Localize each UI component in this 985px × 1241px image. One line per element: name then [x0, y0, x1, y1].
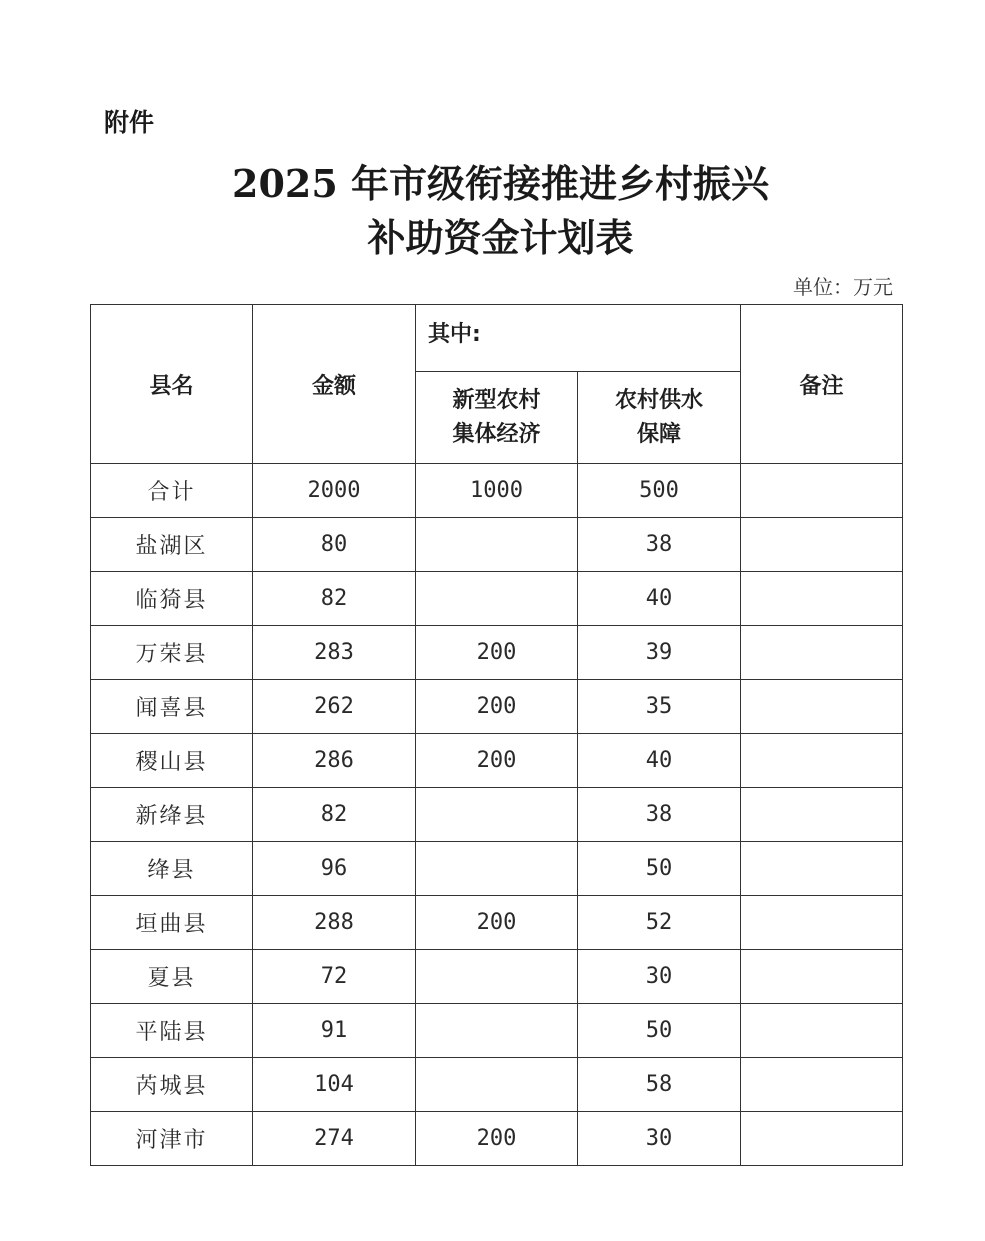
cell-county: 闻喜县: [91, 680, 253, 734]
header-amount: 金额: [253, 305, 416, 464]
cell-collective: [416, 842, 578, 896]
cell-amount: 91: [253, 1004, 416, 1058]
cell-remarks: [741, 1058, 903, 1112]
cell-amount: 82: [253, 572, 416, 626]
cell-collective: 1000: [416, 464, 578, 518]
cell-collective: 200: [416, 680, 578, 734]
cell-water: 40: [578, 572, 741, 626]
header-collective-economy: [416, 372, 578, 464]
cell-remarks: [741, 788, 903, 842]
cell-amount: 72: [253, 950, 416, 1004]
cell-amount: 286: [253, 734, 416, 788]
cell-remarks: [741, 734, 903, 788]
cell-amount: 96: [253, 842, 416, 896]
table-row: [91, 1058, 903, 1112]
header-water-supply-line-2: 保障: [636, 421, 681, 447]
cell-amount: 104: [253, 1058, 416, 1112]
cell-amount: 274: [253, 1112, 416, 1166]
cell-amount: 2000: [253, 464, 416, 518]
cell-collective: [416, 950, 578, 1004]
cell-county: 垣曲县: [91, 896, 253, 950]
cell-water: 39: [578, 626, 741, 680]
table-row: [91, 788, 903, 842]
table-row: [91, 896, 903, 950]
cell-remarks: [741, 1004, 903, 1058]
cell-collective: [416, 518, 578, 572]
cell-remarks: [741, 842, 903, 896]
cell-remarks: [741, 464, 903, 518]
cell-county: 新绛县: [91, 788, 253, 842]
cell-remarks: [741, 1112, 903, 1166]
cell-collective: [416, 1058, 578, 1112]
cell-water: 38: [578, 518, 741, 572]
table-row: [91, 1112, 903, 1166]
cell-collective: [416, 788, 578, 842]
attachment-label: 附件: [104, 108, 155, 137]
cell-county: 万荣县: [91, 626, 253, 680]
cell-remarks: [741, 896, 903, 950]
table-row: [91, 626, 903, 680]
cell-water: 50: [578, 1004, 741, 1058]
page-title-line-2: 补助资金计划表: [367, 215, 634, 260]
header-remarks: 备注: [741, 305, 903, 464]
page-title-line-1: 2025 年市级衔接推进乡村振兴: [232, 161, 769, 206]
cell-collective: 200: [416, 626, 578, 680]
header-water-supply: [578, 372, 741, 464]
unit-label: 单位：万元: [793, 275, 893, 299]
table-row: [91, 518, 903, 572]
header-collective-economy-line-1: 新型农村: [452, 387, 541, 413]
cell-remarks: [741, 626, 903, 680]
header-water-supply-line-1: 农村供水: [614, 387, 703, 413]
cell-amount: 283: [253, 626, 416, 680]
cell-water: 52: [578, 896, 741, 950]
table-row: [91, 680, 903, 734]
cell-county: 夏县: [91, 950, 253, 1004]
cell-county: 盐湖区: [91, 518, 253, 572]
cell-remarks: [741, 950, 903, 1004]
table-row: [91, 950, 903, 1004]
cell-remarks: [741, 572, 903, 626]
cell-remarks: [741, 680, 903, 734]
cell-collective: [416, 1004, 578, 1058]
cell-collective: 200: [416, 1112, 578, 1166]
cell-water: 30: [578, 1112, 741, 1166]
cell-water: 40: [578, 734, 741, 788]
table-row: [91, 734, 903, 788]
funding-plan-table: [90, 304, 903, 1166]
cell-collective: 200: [416, 896, 578, 950]
cell-county: 临猗县: [91, 572, 253, 626]
cell-county: 平陆县: [91, 1004, 253, 1058]
header-collective-economy-line-2: 集体经济: [452, 421, 541, 447]
cell-county: 合计: [91, 464, 253, 518]
cell-county: 芮城县: [91, 1058, 253, 1112]
cell-water: 500: [578, 464, 741, 518]
cell-amount: 288: [253, 896, 416, 950]
cell-amount: 262: [253, 680, 416, 734]
header-county: 县名: [91, 305, 253, 464]
table-row: [91, 464, 903, 518]
cell-water: 38: [578, 788, 741, 842]
cell-amount: 80: [253, 518, 416, 572]
cell-collective: 200: [416, 734, 578, 788]
cell-water: 58: [578, 1058, 741, 1112]
cell-county: 绛县: [91, 842, 253, 896]
header-of-which: 其中:: [416, 305, 741, 372]
cell-county: 河津市: [91, 1112, 253, 1166]
cell-water: 30: [578, 950, 741, 1004]
cell-water: 50: [578, 842, 741, 896]
cell-collective: [416, 572, 578, 626]
table-row: [91, 1004, 903, 1058]
cell-amount: 82: [253, 788, 416, 842]
cell-water: 35: [578, 680, 741, 734]
cell-remarks: [741, 518, 903, 572]
cell-county: 稷山县: [91, 734, 253, 788]
table-row: [91, 572, 903, 626]
table-row: [91, 842, 903, 896]
